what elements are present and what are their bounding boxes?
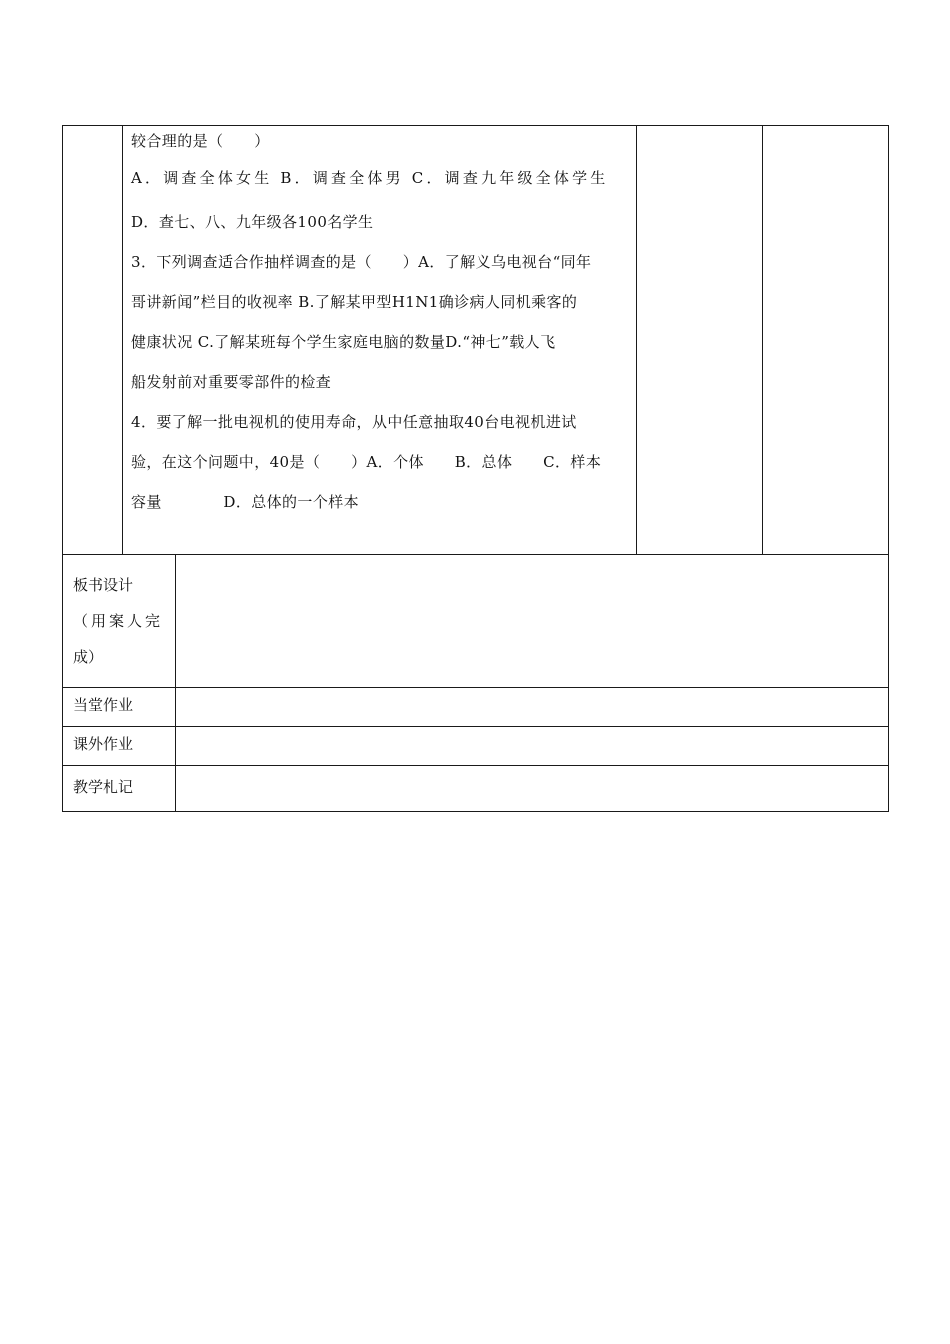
q3-line4: 船发射前对重要零部件的检查: [131, 373, 332, 391]
board-design-row: [63, 555, 889, 688]
homework-row: [63, 727, 889, 766]
homework-label: 课外作业: [63, 727, 176, 766]
board-design-label-line3: 成）: [73, 648, 104, 666]
q2-options-line2: D．查七、八、九年级各100名学生: [131, 213, 374, 231]
left-blank-cell: [63, 126, 123, 555]
teaching-notes-label: 教学札记: [63, 766, 176, 812]
q4-line2: 验，在这个问题中，40是（ ）A．个体 B．总体 C．样本: [131, 453, 602, 471]
exercise-content-cell: [123, 126, 637, 555]
board-design-label: [63, 555, 176, 688]
classwork-content[interactable]: [176, 688, 889, 727]
q2-stem-tail: 较合理的是（ ）: [131, 132, 270, 150]
board-design-label-line1: 板书设计: [73, 576, 134, 594]
teaching-notes-content[interactable]: [176, 766, 889, 812]
lesson-table-lower: [62, 554, 889, 812]
homework-content[interactable]: [176, 727, 889, 766]
q4-line1: 4．要了解一批电视机的使用寿命，从中任意抽取40台电视机进试: [131, 413, 577, 431]
board-design-content[interactable]: [176, 555, 889, 688]
q2-options-line1: A．调查全体女生 B．调查全体男 C．调查九年级全体学生: [131, 169, 609, 187]
classwork-label: 当堂作业: [63, 688, 176, 727]
q3-line3: 健康状况 C.了解某班每个学生家庭电脑的数量D.“神七”载人飞: [131, 333, 556, 351]
blank-column-cell: [763, 126, 889, 555]
classwork-row: [63, 688, 889, 727]
q3-line1: 3．下列调查适合作抽样调查的是（ ）A．了解义乌电视台“同年: [131, 253, 592, 271]
board-design-label-line2: （用案人完: [73, 612, 164, 630]
blank-column-cell: [637, 126, 763, 555]
q4-line3: 容量 D．总体的一个样本: [131, 493, 360, 511]
lesson-table-upper: [62, 125, 889, 555]
q3-line2: 哥讲新闻”栏目的收视率 B.了解某甲型H1N1确诊病人同机乘客的: [131, 293, 578, 311]
teaching-notes-row: [63, 766, 889, 812]
